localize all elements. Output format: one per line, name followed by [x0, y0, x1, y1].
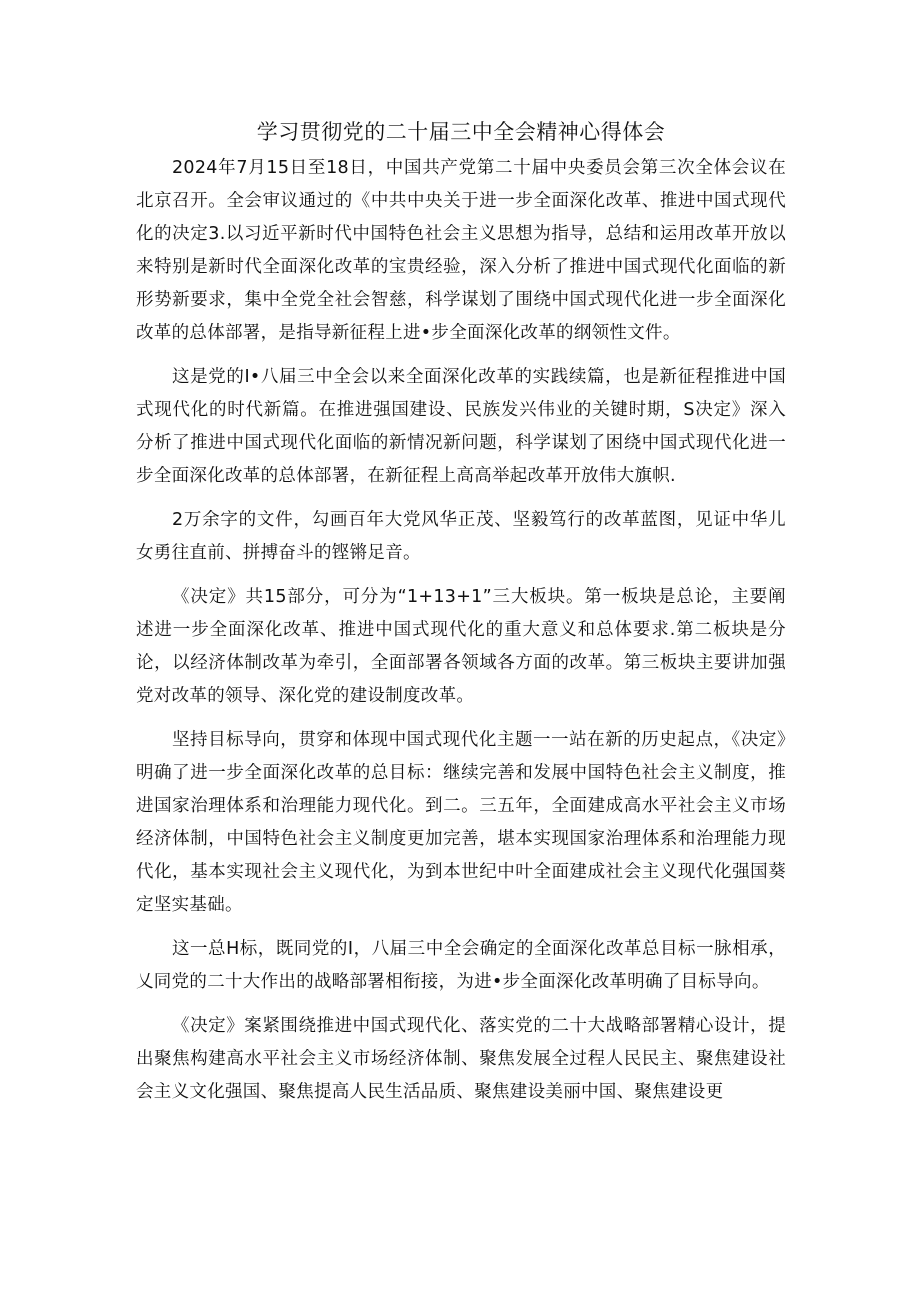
paragraph: 坚持目标导向，贯穿和体现中国式现代化主题一一站在新的历史起点，《决定》明确了进一步全面深化改革的总目标：继续完善和发展中国特色社会主义制度，推进国家治理体系和治理能力现代化。到二。三五年，全面建成高水平社会主义市场经济体制，中国特色社会主义制度更加完善，堪本实现国家治理体系和治理能力现代化，基本实现社会主义现代化，为到本世纪中叶全面建成社会主义现代化强国葵定坚实基础。	[136, 730, 786, 915]
paragraph: 这一总H标，既同党的I，八届三中全会确定的全面深化改革总目标一脉相承，乂同党的二十大作出的战略部署相衔接，为进•步全面深化改革明确了目标导向。	[136, 939, 786, 992]
document-body	[136, 112, 786, 1120]
page-title: 学习贯彻党的二十届三中全会精神心得体会	[256, 120, 666, 144]
paragraph: 2024年7月15日至18日，中国共产党第二十届中央委员会第三次全体会议在北京召开。全会审议通过的《中共中央关于进一步全面深化改革、推进中国式现代化的决定3.以习近平新时代中国特色社会主义思想为指导，总结和运用改革开放以来特别是新时代全面深化改革的宝贵经验，深入分析了推进中国式现代化面临的新形势新要求，集中全党全社会智慈，科学谋划了围绕中国式现代化进一步全面深化改革的总体部署，是指导新征程上进•步全面深化改革的纲领性文件。	[136, 158, 786, 343]
paragraph: 2万余字的文件，勾画百年大党风华正茂、坚毅笃行的改革蓝图，见证中华儿女勇往直前、拼搏奋斗的铿锵足音。	[136, 510, 786, 563]
paragraph: 《决定》案紧围绕推进中国式现代化、落实党的二十大战略部署精心设计，提出聚焦构建高水平社会主义市场经济体制、聚焦发展全过程人民民主、聚焦建设社会主义文化强国、聚焦提高人民生活品质、聚焦建设美丽中国、聚焦建设更	[136, 1016, 786, 1102]
paragraph: 这是党的I•八届三中全会以来全面深化改革的实践续篇，也是新征程推进中国式现代化的时代新篇。在推进强国建设、民族发兴伟业的关键时期，S决定》深入分析了推进中国式现代化面临的新情况新问题，科学谋划了困绕中国式现代化进一步全面深化改革的总体部署，在新征程上高高举起改革开放伟大旗帜.	[136, 367, 786, 486]
paragraph: 《决定》共15部分，可分为“1+13+1”三大板块。第一板块是总论，主要阐述进一步全面深化改革、推进中国式现代化的重大意义和总体要求.第二板块是分论，以经济体制改革为牵引，全面部署各领域各方面的改革。第三板块主要讲加强党对改革的领导、深化党的建设制度改革。	[136, 587, 786, 706]
